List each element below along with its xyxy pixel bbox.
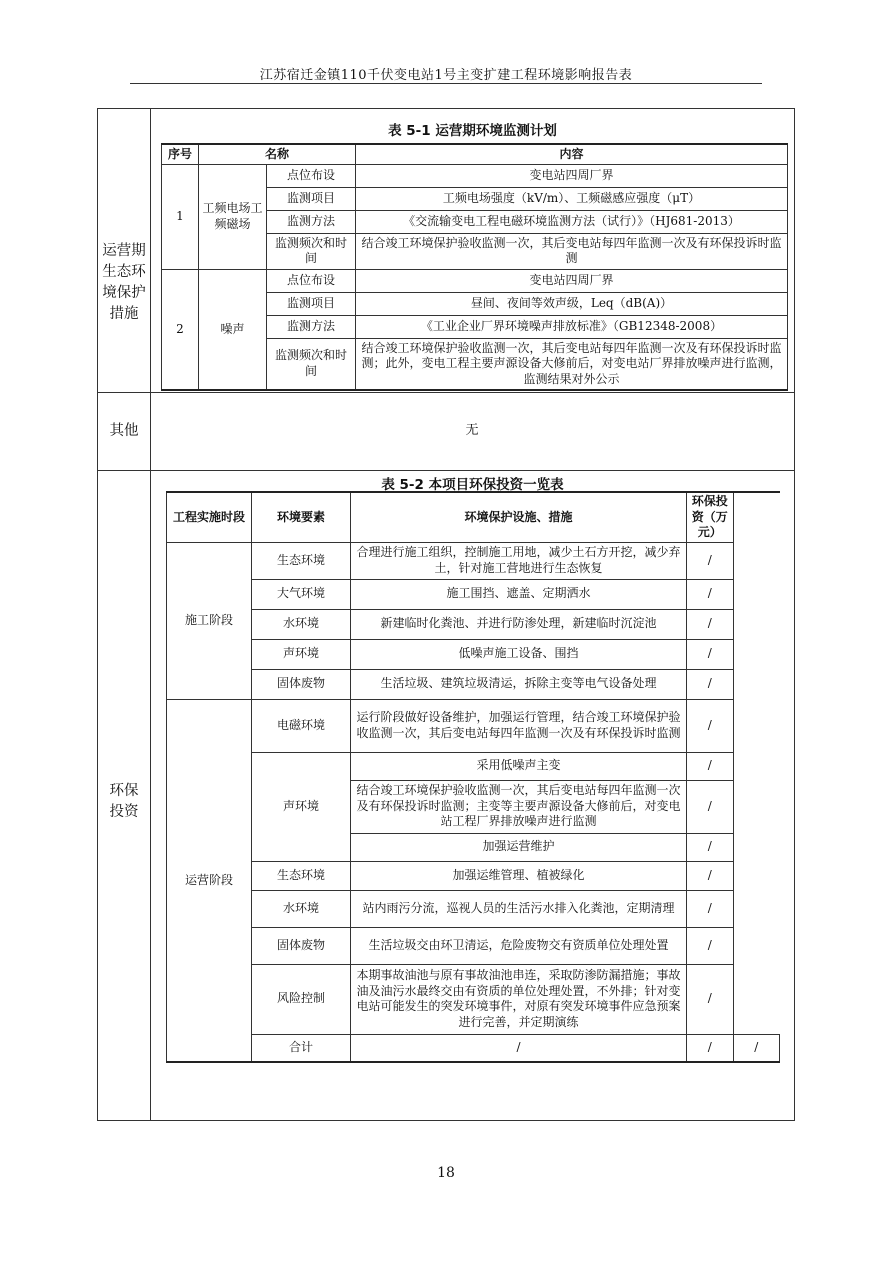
total-measure: / bbox=[687, 1034, 734, 1062]
other-value: 无 bbox=[465, 423, 479, 438]
page-number: 18 bbox=[437, 1165, 455, 1181]
section-divider bbox=[98, 392, 794, 393]
page-header: 江苏宿迁金镇110千伏变电站1号主变扩建工程环境影响报告表 bbox=[259, 68, 633, 83]
row-item: 监测方法 bbox=[267, 315, 356, 338]
investment-table bbox=[166, 491, 780, 1063]
cost-cell: / bbox=[687, 780, 734, 833]
element-cell: 大气环境 bbox=[252, 579, 351, 609]
element-cell: 生态环境 bbox=[252, 542, 351, 579]
measure-cell: 生活垃圾、建筑垃圾清运，拆除主变等电气设备处理 bbox=[351, 669, 687, 699]
col-header-measure: 环境保护设施、措施 bbox=[351, 492, 687, 542]
measure-cell: 低噪声施工设备、围挡 bbox=[351, 639, 687, 669]
element-cell: 风险控制 bbox=[252, 964, 351, 1034]
element-cell: 声环境 bbox=[252, 639, 351, 669]
row-item: 监测频次和时间 bbox=[267, 338, 356, 390]
cost-cell: / bbox=[687, 964, 734, 1034]
ops-section-label: 运营期生态环境保护措施 bbox=[102, 243, 146, 322]
row-content: 《工业企业厂界环境噪声排放标准》（GB12348-2008） bbox=[356, 315, 788, 338]
cost-cell: / bbox=[687, 890, 734, 927]
element-cell: 电磁环境 bbox=[252, 699, 351, 752]
header-rule bbox=[130, 83, 762, 84]
cost-cell: / bbox=[687, 699, 734, 752]
row-item: 点位布设 bbox=[267, 269, 356, 292]
investment-section-label: 环保投资 bbox=[109, 783, 139, 820]
measure-cell: 加强运营维护 bbox=[351, 833, 687, 861]
cost-cell: / bbox=[687, 927, 734, 964]
element-cell: 生态环境 bbox=[252, 861, 351, 890]
measure-cell: 生活垃圾交由环卫清运，危险废物交有资质单位处理处置 bbox=[351, 927, 687, 964]
row-content: 变电站四周厂界 bbox=[356, 269, 788, 292]
cost-cell: / bbox=[687, 669, 734, 699]
element-cell: 固体废物 bbox=[252, 669, 351, 699]
measure-cell: 新建临时化粪池、并进行防渗处理，新建临时沉淀池 bbox=[351, 609, 687, 639]
cost-cell: / bbox=[687, 752, 734, 780]
group-no: 2 bbox=[162, 269, 199, 390]
total-label: 合计 bbox=[252, 1034, 351, 1062]
col-header-cost: 环保投资（万元） bbox=[687, 492, 734, 542]
row-content: 结合竣工环境保护验收监测一次，其后变电站每四年监测一次及有环保投诉时监测；此外，变电工程主要声源设备大修前后，对变电站厂界排放噪声进行监测，监测结果对外公示 bbox=[356, 338, 788, 390]
measure-cell: 站内雨污分流，巡视人员的生活污水排入化粪池，定期清理 bbox=[351, 890, 687, 927]
total-element: / bbox=[351, 1034, 687, 1062]
row-content: 《交流输变电工程电磁环境监测方法（试行）》（HJ681-2013） bbox=[356, 210, 788, 233]
form-frame bbox=[97, 108, 795, 1121]
monitoring-plan-table bbox=[161, 143, 788, 391]
cost-cell: / bbox=[687, 861, 734, 890]
row-item: 监测频次和时间 bbox=[267, 233, 356, 269]
row-item: 监测项目 bbox=[267, 292, 356, 315]
measure-cell: 本期事故油池与原有事故油池串连，采取防渗防漏措施；事故油及油污水最终交由有资质的单位处理处置，不外排；针对变电站可能发生的突发环境事件，对原有突发环境事件应急预案进行完善，并定期演练 bbox=[351, 964, 687, 1034]
measure-cell: 施工围挡、遮盖、定期洒水 bbox=[351, 579, 687, 609]
col-header-element: 环境要素 bbox=[252, 492, 351, 542]
table1-caption: 表 5-1 运营期环境监测计划 bbox=[388, 123, 557, 139]
stage-cell: 施工阶段 bbox=[167, 542, 252, 699]
section-divider bbox=[98, 470, 794, 471]
cost-cell: / bbox=[687, 639, 734, 669]
row-content: 昼间、夜间等效声级，Leq（dB(A)） bbox=[356, 292, 788, 315]
row-item: 监测方法 bbox=[267, 210, 356, 233]
row-content: 结合竣工环境保护验收监测一次，其后变电站每四年监测一次及有环保投诉时监测 bbox=[356, 233, 788, 269]
measure-cell: 加强运维管理、植被绿化 bbox=[351, 861, 687, 890]
other-section-label: 其他 bbox=[109, 423, 139, 439]
measure-cell: 运行阶段做好设备维护，加强运行管理，结合竣工环境保护验收监测一次，其后变电站每四年监测一次及有环保投诉时监测 bbox=[351, 699, 687, 752]
group-name: 工频电场工频磁场 bbox=[199, 164, 267, 269]
cost-cell: / bbox=[687, 833, 734, 861]
cost-cell: / bbox=[687, 579, 734, 609]
row-item: 监测项目 bbox=[267, 187, 356, 210]
col-header-name: 名称 bbox=[199, 144, 356, 164]
label-column-divider bbox=[150, 109, 151, 1120]
element-cell: 固体废物 bbox=[252, 927, 351, 964]
row-item: 点位布设 bbox=[267, 164, 356, 187]
table2-caption: 表 5-2 本项目环保投资一览表 bbox=[381, 477, 564, 493]
element-cell: 水环境 bbox=[252, 609, 351, 639]
measure-cell: 合理进行施工组织，控制施工用地，减少土石方开挖，减少弃土，针对施工营地进行生态恢复 bbox=[351, 542, 687, 579]
cost-cell: / bbox=[687, 609, 734, 639]
group-no: 1 bbox=[162, 164, 199, 269]
col-header-content: 内容 bbox=[356, 144, 788, 164]
row-content: 工频电场强度（kV/m）、工频磁感应强度（μT） bbox=[356, 187, 788, 210]
element-cell: 水环境 bbox=[252, 890, 351, 927]
col-header-no: 序号 bbox=[162, 144, 199, 164]
group-name: 噪声 bbox=[199, 269, 267, 390]
cost-cell: / bbox=[687, 542, 734, 579]
measure-cell: 结合竣工环境保护验收监测一次，其后变电站每四年监测一次及有环保投诉时监测；主变等主要声源设备大修前后，对变电站工程厂界排放噪声进行监测 bbox=[351, 780, 687, 833]
stage-cell: 运营阶段 bbox=[167, 699, 252, 1062]
total-cost: / bbox=[733, 1034, 780, 1062]
col-header-stage: 工程实施时段 bbox=[167, 492, 252, 542]
row-content: 变电站四周厂界 bbox=[356, 164, 788, 187]
measure-cell: 采用低噪声主变 bbox=[351, 752, 687, 780]
element-cell: 声环境 bbox=[252, 752, 351, 861]
